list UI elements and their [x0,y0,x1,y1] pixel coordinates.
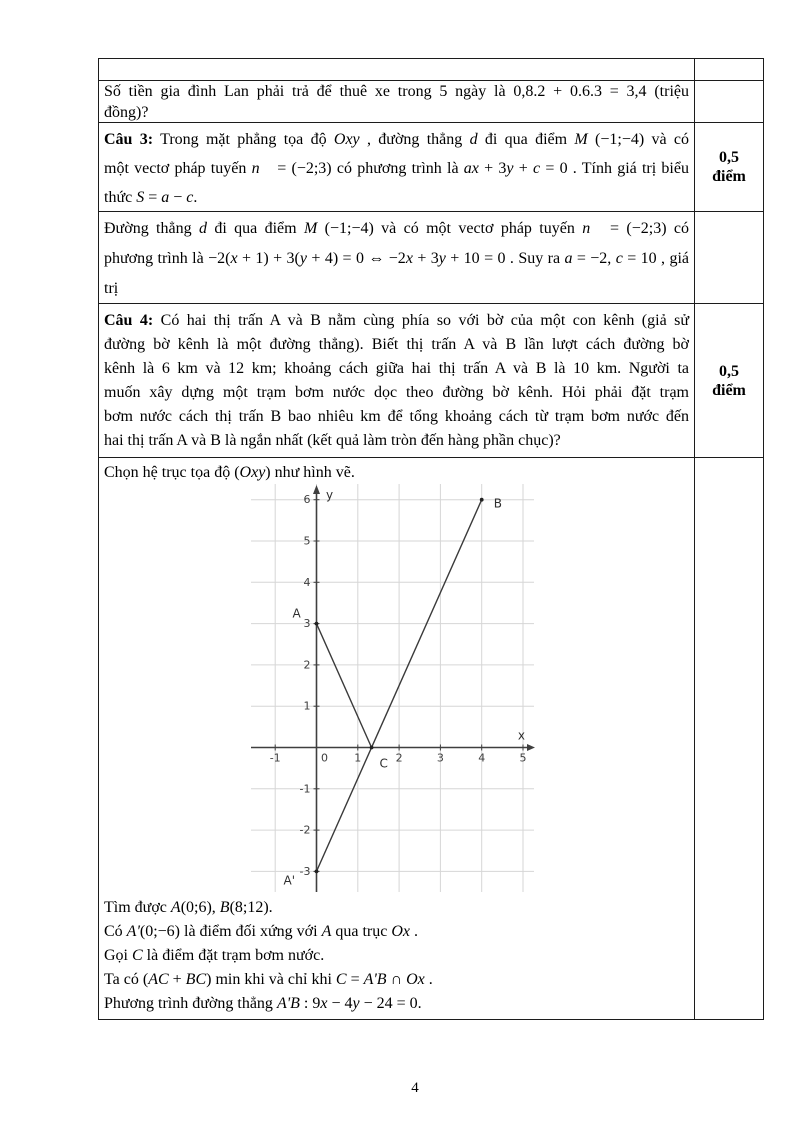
page-number: 4 [411,1080,419,1096]
y-tick-label: 3 [303,617,311,631]
text-line: Có A'(0;−6) là điểm đối xứng với A qua trục Ox . [104,923,418,940]
plot-segment [317,624,372,748]
row-content [99,458,695,1019]
solution-steps-text [104,896,689,1016]
text-line: Đường thẳng d đi qua điểm M (−1;−4) và có một vectơ pháp tuyến n⃗ = (−2;3) có [104,220,689,237]
point-dot [315,622,319,626]
graph-svg [249,484,539,894]
x-axis-label: x [517,728,525,743]
x-tick-label: 3 [436,751,444,765]
table-row-solution-3 [99,212,763,304]
text-line: bơm nước cách thị trấn B bao nhiêu km để tổng khoảng cách từ trạm bơm nước đến [104,408,689,425]
text-line: kênh là 6 km và 12 km; khoảng cách giữa hai thị trấn A và B là 10 km. Người ta [104,360,689,377]
x-tick-label: -1 [269,751,281,765]
text-line: Chọn hệ trục tọa độ (Oxy) như hình vẽ. [104,464,355,481]
text-line: Số tiền gia đình Lan phải trả để thuê xe trong 5 ngày là 0,8.2 + 0.6.3 = 3,4 (triệu [104,83,689,100]
row-content [99,123,695,211]
x-axis-arrow-icon [527,744,535,751]
text-line: một vectơ pháp tuyến n⃗ = (−2;3) có phương trình là ax + 3y + c = 0 . Tính giá trị biểu [104,160,689,177]
x-tick-label: 0 [321,751,328,765]
point-label: A [292,606,301,621]
solution-intro-text [104,458,689,484]
x-tick-label: 4 [478,751,486,765]
y-tick-label: 4 [303,575,311,589]
y-tick-label: -3 [299,864,311,878]
coordinate-graph [249,484,539,894]
answer-key-table [98,58,764,1020]
text-line: đồng)? [104,104,149,121]
table-row [99,59,763,81]
table-row [99,81,763,123]
x-tick-label: 2 [395,751,403,765]
score-cell [695,304,763,457]
table-row-question-3 [99,123,763,212]
row-content [99,212,695,303]
row-content [99,59,695,80]
y-tick-label: 6 [303,493,311,507]
point-label: C [379,756,388,771]
point-dot [315,870,319,874]
y-axis-arrow-icon [313,485,320,494]
text-line: Câu 3: Trong mặt phẳng tọa độ Oxy , đường thẳng d đi qua điểm M (−1;−4) và có [104,131,690,148]
text-line: thức S = a − c. [104,189,198,206]
text-line: đường bờ kênh là một đường thẳng). Biết thị trấn A và B lần lượt cách đường bờ [104,336,689,353]
score-cell [695,81,763,122]
point-dot [370,746,374,750]
score-value: 0,5 [719,362,739,380]
text-line: phương trình là −2(x + 1) + 3(y + 4) = 0 ⇔ −2x + 3y + 10 = 0 . Suy ra a = −2, c = 10 , giá trị [104,250,690,297]
score-cell [695,458,763,1019]
y-tick-label: 2 [303,658,311,672]
x-tick-label: 1 [354,751,362,765]
text-line: Gọi C là điểm đặt trạm bơm nước. [104,947,325,964]
table-row-solution-4 [99,458,763,1019]
y-tick-label: -2 [299,823,311,837]
x-tick-label: 5 [519,751,527,765]
point-dot [480,498,484,502]
row-content [99,81,695,122]
row-content [99,304,695,457]
score-cell [695,212,763,303]
point-label: B [493,496,502,511]
text-line: Câu 4: Có hai thị trấn A và B nằm cùng phía so với bờ của một con kênh (giả sử [104,312,690,329]
text-line: Ta có (AC + BC) min khi và chỉ khi C = A'B ∩ Ox . [104,971,433,988]
text-line: hai thị trấn A và B là ngắn nhất (kết quả làm tròn đến hàng phần chục)? [104,432,561,449]
y-tick-label: 1 [303,699,311,713]
text-line: Tìm được A(0;6), B(8;12). [104,899,273,916]
text-line: Phương trình đường thẳng A'B : 9x − 4y − 24 = 0. [104,995,422,1012]
text-line: muốn xây dựng một trạm bơm nước dọc theo đường bờ kênh. Hỏi phải đặt trạm [104,384,689,401]
y-tick-label: -1 [299,782,311,796]
score-unit: điểm [712,381,746,399]
score-unit: điểm [712,168,746,185]
y-axis-label: y [325,488,334,502]
score-value: 0,5 [719,149,739,166]
table-row-question-4 [99,304,763,458]
point-label: A' [283,873,296,888]
score-cell [695,59,763,80]
y-tick-label: 5 [303,534,311,548]
score-cell [695,123,763,211]
